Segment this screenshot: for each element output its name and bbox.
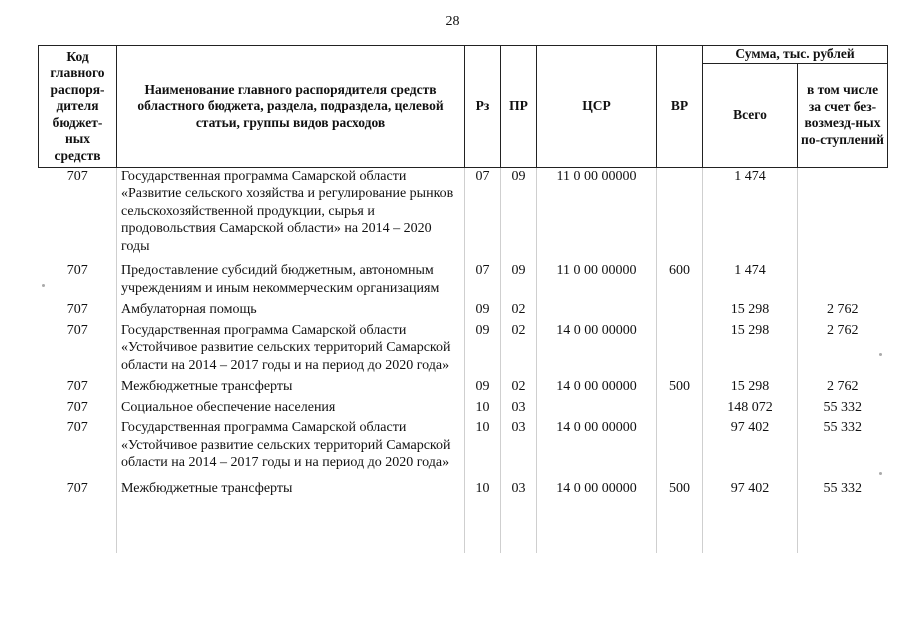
cell-csr [537,297,657,319]
page-number: 28 [445,14,460,29]
header-code: Код главного распоря-дителя бюджет-ных средств [39,46,117,168]
cell-grants [798,167,888,255]
scan-speck [879,472,882,475]
cell-pr: 02 [501,319,537,375]
cell-code: 707 [66,399,88,415]
cell-vr [657,319,703,375]
table-row [39,472,888,498]
cell-rz: 09 [465,319,501,375]
cell-name: Межбюджетные трансферты [117,472,465,498]
cell-grants: 2 762 [798,319,888,375]
cell-rz: 10 [465,396,501,417]
cell-name: Предоставление субсидий бюджетным, автономным учреждениям и иным некоммерческим организациям [117,255,465,297]
header-pr: ПР [501,46,537,168]
table-header [39,46,888,168]
cell-rz: 07 [465,255,501,297]
cell-csr: 14 0 00 00000 [537,319,657,375]
header-grants: в том числе за счет без-возмезд-ных по-ступлений [798,63,888,167]
cell-name: Государственная программа Самарской области «Устойчивое развитие сельских территорий Самарской области на 2014 – 2017 годы и на период до 2020 года» [117,319,465,375]
cell-name: Межбюджетные трансферты [117,374,465,396]
cell-csr: 14 0 00 00000 [537,472,657,498]
cell-rz: 09 [465,374,501,396]
table-row [39,374,888,396]
cell-csr: 11 0 00 00000 [537,167,657,255]
header-total: Всего [703,63,798,167]
table-row [39,297,888,319]
header-vr: ВР [657,46,703,168]
cell-pr: 03 [501,396,537,417]
cell-csr: 11 0 00 00000 [537,255,657,297]
cell-grants: 2 762 [798,297,888,319]
cell-name: Амбулаторная помощь [117,297,465,319]
cell-grants: 55 332 [798,472,888,498]
table-row [39,396,888,417]
table-row [39,416,888,472]
cell-grants: 2 762 [798,374,888,396]
scan-speck [879,353,882,356]
cell-csr: 14 0 00 00000 [537,374,657,396]
cell-pr: 03 [501,472,537,498]
cell-pr: 03 [501,416,537,472]
cell-total: 148 072 [703,396,798,417]
cell-total: 1 474 [703,167,798,255]
table-bottom-spacer [39,497,888,553]
cell-vr: 500 [657,472,703,498]
cell-rz: 07 [465,167,501,255]
cell-total: 15 298 [703,319,798,375]
cell-name: Социальное обеспечение населения [117,396,465,417]
cell-csr [537,396,657,417]
cell-rz: 10 [465,472,501,498]
cell-code: 707 [66,263,88,278]
table-body [39,167,888,553]
cell-vr [657,167,703,255]
cell-total: 15 298 [703,297,798,319]
cell-code: 707 [66,302,88,317]
cell-code: 707 [66,420,88,435]
table-row [39,167,888,255]
cell-grants: 55 332 [798,396,888,417]
cell-name: Государственная программа Самарской области «Устойчивое развитие сельских территорий Самарской области на 2014 – 2017 годы и на период до 2020 года» [117,416,465,472]
cell-rz: 10 [465,416,501,472]
cell-csr: 14 0 00 00000 [537,416,657,472]
cell-grants [798,255,888,297]
cell-code: 707 [66,480,88,496]
cell-total: 97 402 [703,416,798,472]
header-sum-group: Сумма, тыс. рублей [703,46,888,64]
cell-pr: 09 [501,255,537,297]
cell-pr: 02 [501,297,537,319]
header-rz: Рз [465,46,501,168]
table-row [39,255,888,297]
cell-pr: 09 [501,167,537,255]
table-row [39,319,888,375]
cell-rz: 09 [465,297,501,319]
cell-total: 97 402 [703,472,798,498]
header-csr: ЦСР [537,46,657,168]
cell-code: 707 [66,168,88,184]
cell-vr: 500 [657,374,703,396]
cell-code: 707 [66,322,88,338]
cell-total: 15 298 [703,374,798,396]
cell-vr [657,297,703,319]
cell-total: 1 474 [703,255,798,297]
cell-pr: 02 [501,374,537,396]
scan-speck [42,284,45,287]
cell-name: Государственная программа Самарской области «Развитие сельского хозяйства и регулирование рынков сельскохозяйственной продукции, сырья и продовольствия Самарской области» на 2014 – 2020 годы [117,167,465,255]
cell-vr [657,416,703,472]
cell-grants: 55 332 [798,416,888,472]
budget-table [38,45,888,553]
cell-vr: 600 [657,255,703,297]
header-name: Наименование главного распорядителя средств областного бюджета, раздела, подраздела, целевой статьи, группы видов расходов [117,46,465,168]
cell-vr [657,396,703,417]
cell-code: 707 [66,379,88,394]
